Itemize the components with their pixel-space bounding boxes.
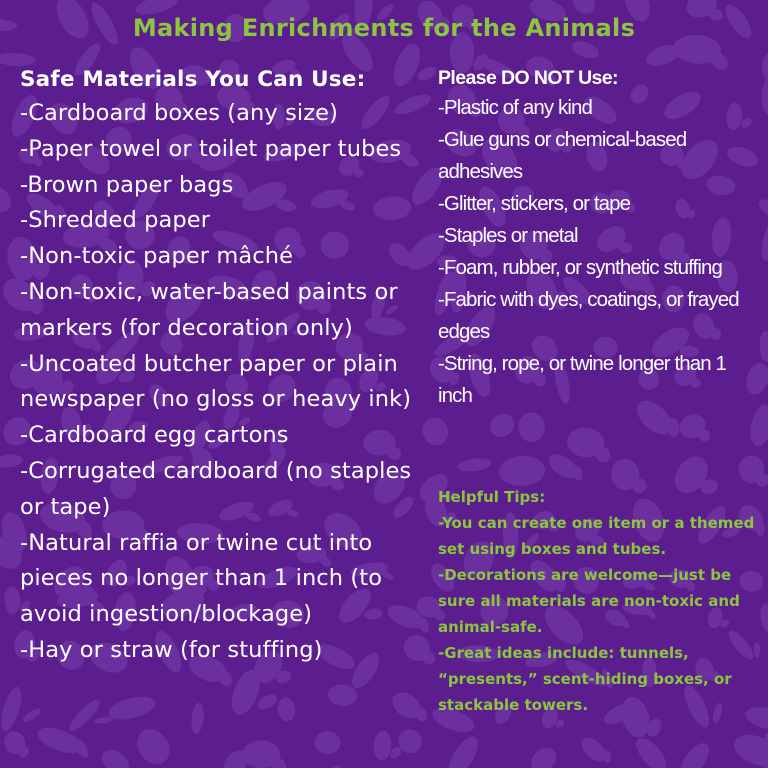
leopard-spot xyxy=(759,331,768,362)
tip-item: -You can create one item or a themed set using boxes and tubes. xyxy=(438,514,755,558)
helpful-tips-section xyxy=(438,484,763,718)
leopard-spot xyxy=(457,456,492,473)
do-not-use-list xyxy=(438,92,760,412)
list-item: -Hay or straw (for stuffing) xyxy=(20,636,323,663)
leopard-spot xyxy=(674,738,715,768)
list-item: -Foam, rubber, or synthetic stuffing xyxy=(438,256,722,279)
list-item: -Corrugated cardboard (no staples or tape) xyxy=(20,457,412,520)
safe-materials-heading: Safe Materials You Can Use: xyxy=(20,67,366,92)
helpful-tips-heading: Helpful Tips: xyxy=(438,488,546,506)
leopard-spot xyxy=(313,730,341,756)
leopard-spot xyxy=(131,723,176,768)
list-item: -Staples or metal xyxy=(438,224,578,247)
list-item: -Brown paper bags xyxy=(20,171,234,198)
list-item: -Uncoated butcher paper or plain newspaper (no gloss or heavy ink) xyxy=(20,350,412,413)
list-item: -Shredded paper xyxy=(20,207,211,234)
leopard-spot xyxy=(0,685,25,733)
list-item: -Non-toxic paper mâché xyxy=(20,243,294,270)
leopard-spot xyxy=(373,730,392,761)
leopard-spot xyxy=(443,732,484,768)
do-not-use-section xyxy=(438,64,760,412)
list-item: -Fabric with dyes, coatings, or frayed edges xyxy=(438,288,739,343)
list-item: -Glue guns or chemical-based adhesives xyxy=(438,128,687,183)
leopard-spot xyxy=(66,696,104,735)
do-not-use-heading: Please DO NOT Use: xyxy=(438,67,618,89)
list-item: -Paper towel or toilet paper tubes xyxy=(20,135,402,162)
leopard-spot xyxy=(106,693,157,724)
tip-item: -Decorations are welcome—just be sure all materials are non-toxic and animal-safe. xyxy=(438,566,740,636)
leopard-spot xyxy=(486,409,519,442)
list-item: -Glitter, stickers, or tape xyxy=(438,192,631,215)
safe-materials-section xyxy=(20,64,425,669)
list-item: -String, rope, or twine longer than 1 inch xyxy=(438,352,727,407)
leopard-spot xyxy=(255,692,279,713)
list-item: -Non-toxic, water-based paints or markers (for decoration only) xyxy=(20,278,398,341)
leopard-spot xyxy=(526,743,561,768)
list-item: -Natural raffia or twine cut into pieces no longer than 1 inch (to avoid ingestion/blockage) xyxy=(20,529,383,628)
leopard-spot xyxy=(518,412,546,443)
leopard-spot xyxy=(631,733,672,768)
leopard-spot xyxy=(94,716,113,724)
tip-item: -Great ideas include: tunnels, “presents,” scent-hiding boxes, or stackable towers. xyxy=(438,644,732,714)
list-item: -Cardboard boxes (any size) xyxy=(20,100,338,126)
leopard-spot xyxy=(4,586,21,615)
leopard-spot xyxy=(0,182,16,218)
leopard-spot xyxy=(327,683,358,707)
leopard-spot xyxy=(190,702,206,734)
leopard-spot xyxy=(498,455,546,487)
leopard-spot xyxy=(21,706,42,724)
leopard-spot xyxy=(276,696,297,722)
list-item: -Cardboard egg cartons xyxy=(20,422,289,449)
page-title: Making Enrichments for the Animals xyxy=(132,14,636,42)
safe-materials-list xyxy=(20,96,425,669)
list-item: -Plastic of any kind xyxy=(438,96,593,119)
